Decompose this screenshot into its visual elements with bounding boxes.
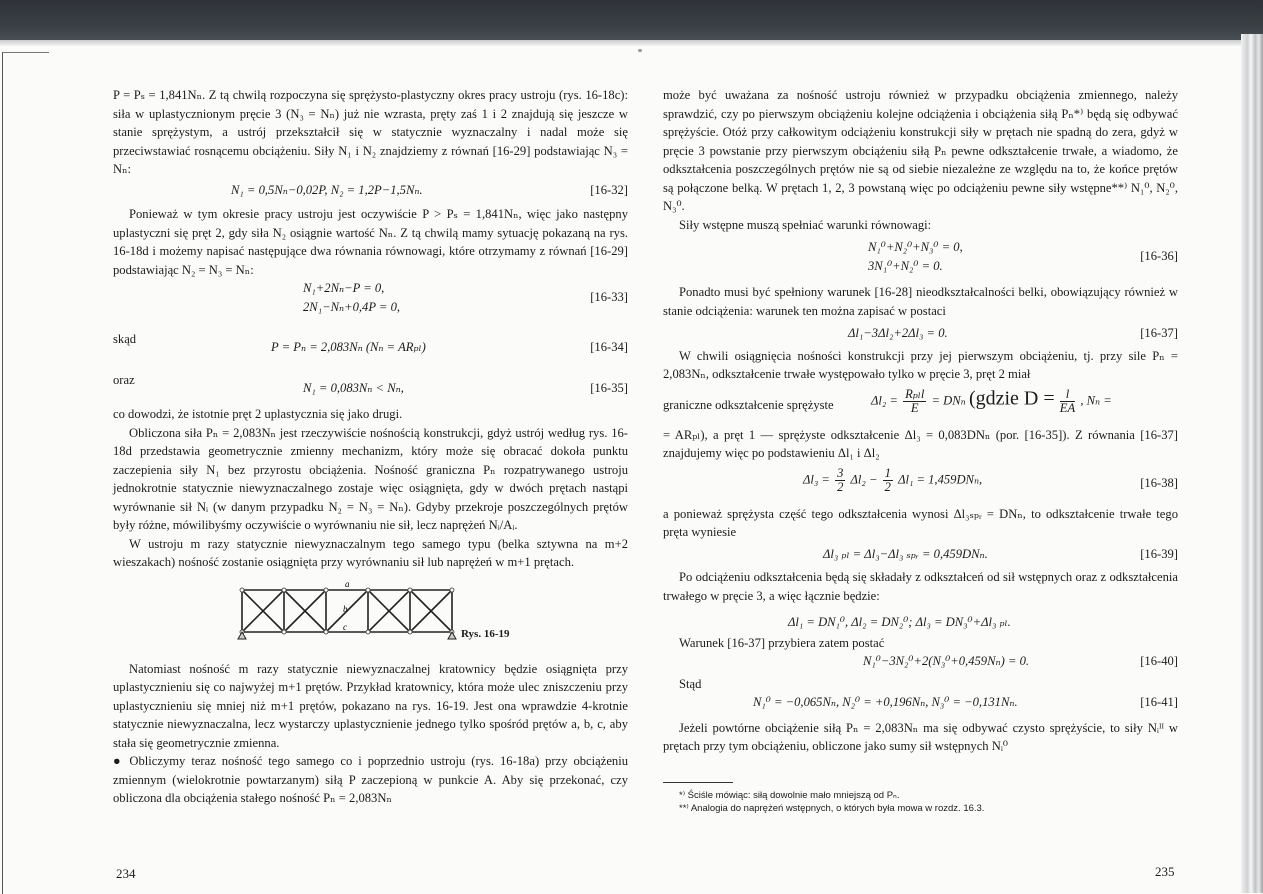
- equation-deformations: Δl₁ = DN₁⁰, Δl₂ = DN₂⁰; Δl₃ = DN₃⁰+Δl₃ ₚₗ.: [788, 615, 1011, 629]
- scanner-top-shadow: [0, 0, 1263, 40]
- page-left-border: [2, 52, 49, 894]
- paragraph: Warunek [16-37] przybiera zatem postać: [679, 635, 885, 650]
- equation-dl2: graniczne odkształcenie sprężyste Δl₂ = $\frac{\text{Rₚₗl}}{E}$ = DNₙ (gdzie D = $\frac{l}{EA}$ , Nₙ =: [663, 386, 1112, 415]
- truss-diagram: [237, 582, 467, 640]
- paragraph: Jeżeli powtórne obciążenie siłą Pₙ = 2,083Nₙ ma się odbywać czysto sprężyście, to siły Nᵢᴵᴵ w prętach przy tym obciążeniu, obliczone jako sumy sił wstępnych Nᵢ⁰: [663, 720, 1178, 753]
- page-top-edge: [0, 40, 1263, 46]
- paragraph: W ustroju m razy statycznie niewyznaczalnym tego samego typu (belka sztywna na m+2 wieszakach) nośność zostanie osiągnięta przy wyrównaniu sił lub naprężeń w m+1 prętach.: [113, 536, 628, 569]
- footnote-1: *⁾ Ściśle mówiąc: siłą dowolnie mało mniejszą od Pₙ.: [679, 789, 900, 801]
- paragraph: może być uważana za nośność ustroju również w przypadku obciążenia zmiennego, należy sprawdzić, czy po pierwszym obciążeniu kolejne odciążenia i obciążenia siłą Pₙ*⁾ będą się odbywać sprężyście. Otóż przy całkowitym odciążeniu konstrukcji siły w prętach nie spadną do zera, gdyż w pręcie 3 powstanie przy pierwszym obciążeniu siłą Pₙ pewne odkształcenie trwałe, a wiadomo, że odkształcenia poszczególnych prętów nie są od siebie niezależne ze względu na to, że końce prętów są połączone belką. W prętach 1, 2, 3 powstaną więc po odciążeniu pewne siły wstępne**⁾ N₁⁰, N₂⁰, N₃⁰.: [663, 88, 1178, 213]
- equation-16-33a: N₁+2Nₙ−P = 0, [16-33]: [303, 281, 628, 304]
- member-label-b: b: [343, 603, 348, 614]
- figure-truss-16-19: [113, 582, 628, 642]
- paragraph: co dowodzi, że istotnie pręt 2 uplastycznia się jako drugi.: [113, 407, 403, 421]
- member-label-a: a: [345, 581, 350, 589]
- paragraph: W chwili osiągnięcia nośności konstrukcji przy jej pierwszym obciążeniu, tj. przy sile Pₙ = 2,083Nₙ, odkształcenie trwałe występowało tylko w pręcie 3, pręt 2 miał: [663, 348, 1178, 381]
- paragraph: ● Obliczymy teraz nośność tego samego co i poprzednio ustroju (rys. 16-18a) przy obciążeniu zmiennym (wielokrotnie powtarzanym) siłą P zaczepioną w punkcie A. Aby się przekonać, czy obliczona dla obciążenia stałego nośność Pₙ = 2,083Nₙ: [113, 754, 628, 805]
- equation-16-35: oraz N₁ = 0,083Nₙ < Nₙ, [16-35]: [113, 372, 628, 395]
- equation-16-36b: 3N₁⁰+N₂⁰ = 0.: [868, 258, 943, 273]
- equation-16-38: Δl₃ = $\frac{3}{2}$ Δl₂ − $\frac{1}{2}$ Δl₁ = 1,459DNₙ, [16-38]: [803, 465, 1178, 494]
- equation-16-37: Δl₁−3Δl₂+2Δl₃ = 0. [16-37]: [848, 326, 1178, 340]
- gutter-mark: [638, 49, 642, 52]
- book-page-edges: [1241, 34, 1263, 893]
- equation-16-36a: N₁⁰+N₂⁰+N₃⁰ = 0, [16-36]: [868, 240, 1178, 263]
- paragraph: Po odciążeniu odkształcenia będą się składały z odkształceń od sił wstępnych oraz z odkształcenia trwałego w pręcie 3, a więc łącznie będzie:: [663, 570, 1178, 603]
- paragraph: Obliczona siła Pₙ = 2,083Nₙ jest rzeczywiście nośnością konstrukcji, gdyż ustrój według rys. 16-18d przedstawia geometrycznie zmienny mechanizm, który może się obracać dokoła punktu zaczepienia siły N₁ bez przyrostu obciążenia. Nośność graniczna Pₙ rozpatrywanego ustroju jednokrotnie statycznie niewyznaczalnego zostaje więc osiągnięta, gdy w dwóch prętach nastąpi wyrównanie sił Nᵢ (w danym przypadku N₂ = N₃ = Nₙ). Gdyby przekroje poszczególnych prętów były różne, mówilibyśmy oczywiście o wyrównaniu nie sił, lecz naprężeń Nᵢ/Aᵢ.: [113, 425, 628, 532]
- paragraph: Ponadto musi być spełniony warunek [16-28] nieodkształcalności belki, obowiązujący również w stanie odciążenia: warunek ten można zapisać w postaci: [663, 285, 1178, 318]
- fraction: $\frac{3}{2}$: [837, 465, 844, 494]
- page-number-left: 234: [116, 866, 136, 881]
- right-page: [663, 86, 1178, 815]
- equation-16-32: N₁ = 0,5Nₙ−0,02P, N₂ = 1,2P−1,5Nₙ. [16-32]: [231, 182, 628, 197]
- paragraph: = ARₚₗ), a pręt 1 — sprężyste odkształcenie Δl₃ = 0,083DNₙ (por. [16-35]). Z równania [16-37] znajdujemy więc po podstawieniu Δl₁ i Δl₂: [663, 427, 1178, 460]
- page-number-right: 235: [1155, 864, 1175, 879]
- fraction: $\frac{1}{2}$: [884, 465, 891, 494]
- paragraph: Stąd: [679, 676, 702, 691]
- paragraph: Ponieważ w tym okresie pracy ustroju jest oczywiście P > Pₛ = 1,841Nₙ, więc jako następny uplastyczni się pręt 2, gdy siła N₂ osiągnie wartość Nₙ. Z tą chwilą mamy sytuację pokazaną na rys. 16-18d i możemy napisać następujące dwa równania równowagi, które otrzymamy z równań [16-29] podstawiając N₂ = N₃ = Nₙ:: [113, 207, 628, 277]
- paragraph: P = Pₛ = 1,841Nₙ. Z tą chwilą rozpoczyna się sprężysto-plastyczny okres pracy ustroju (rys. 16-18c): siła w uplastycznionym pręcie 3 (N₃ = Nₙ) już nie wzrasta, pręty zaś 1 i 2 znajdują się jeszcze w stanie sprężystym, a ustrój przekształcił się w statycznie wyznaczalny i nadal może się przeciwstawiać rosnącemu obciążeniu. Siły N₁ i N₂ znajdziemy z równań [16-29] podstawiając N₃ = Nₙ:: [113, 88, 628, 176]
- equation-16-34: skąd P = Pₙ = 2,083Nₙ (Nₙ = ARₚₗ) [16-34]: [113, 332, 628, 354]
- paragraph: Siły wstępne muszą spełniać warunki równowagi:: [679, 217, 932, 232]
- equation-16-40: N₁⁰−3N₂⁰+2(N₃⁰+0,459Nₙ) = 0. [16-40]: [863, 654, 1178, 668]
- footnote-divider: [663, 782, 733, 783]
- fraction: $\frac{l}{EA}$: [1059, 386, 1076, 415]
- paragraph: a ponieważ sprężysta część tego odkształcenia wynosi Δl₃ₛₚᵣ = DNₙ, to odkształcenie trwałe tego pręta wyniesie: [663, 506, 1178, 539]
- equation-16-41: N₁⁰ = −0,065Nₙ, N₂⁰ = +0,196Nₙ, N₃⁰ = −0,131Nₙ. [16-41]: [753, 695, 1178, 709]
- paragraph: Natomiast nośność m razy statycznie niewyznaczalnej kratownicy będzie osiągnięta przy uplastycznieniu się co najwyżej m+1 prętów. Przykład kratownicy, która może ulec zniszczeniu przy uplastycznieniu się mniej niż m+1 prętów, pokazano na rys. 16-19. Jest ona wprawdzie 4-krotnie statycznie niewyznaczalna, lecz wystarczy uplastycznienie jednego tylko spośród prętów a, b, c, aby stała się geometrycznie zmienna.: [113, 661, 628, 750]
- footnote-2: **⁾ Analogia do naprężeń wstępnych, o których była mowa w rozdz. 16.3.: [679, 802, 985, 814]
- left-page: [113, 86, 628, 808]
- equation-16-39: Δl₃ ₚₗ = Δl₃−Δl₃ ₛₚᵣ = 0,459DNₙ. [16-39]: [823, 546, 1178, 561]
- figure-caption: Rys. 16-19: [461, 627, 510, 640]
- equation-16-33b: 2N₁−Nₙ+0,4P = 0,: [303, 299, 401, 314]
- fraction: $\frac{\text{Rₚₗl}}{E}$: [905, 386, 925, 415]
- member-label-c: c: [343, 621, 347, 632]
